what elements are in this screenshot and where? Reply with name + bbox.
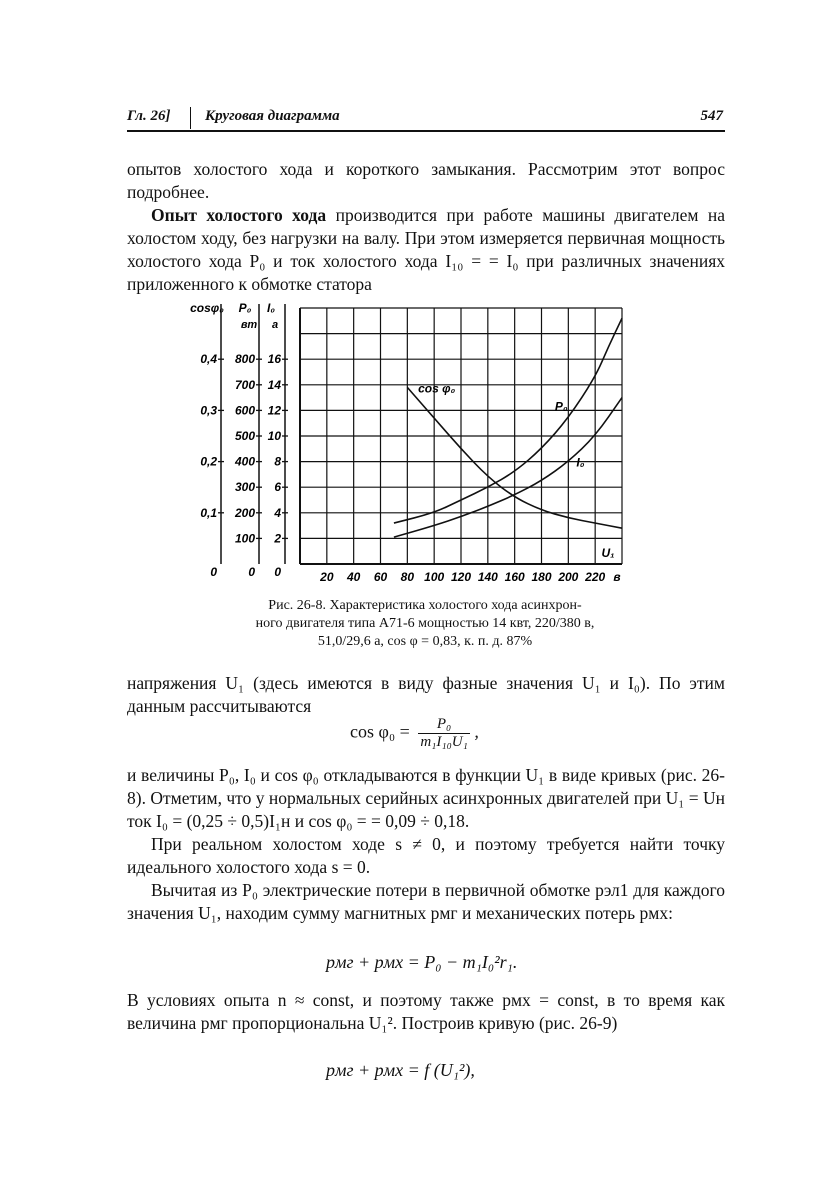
running-header	[127, 108, 723, 130]
series-label: cos φ₀	[418, 381, 456, 396]
scale-tick-label: 10	[267, 429, 281, 443]
scale-tick-label: 4	[274, 505, 281, 520]
header-divider	[190, 107, 191, 129]
x-unit-label: в	[613, 570, 621, 584]
scale-unit: вт	[240, 319, 258, 331]
body-text-lower	[127, 764, 725, 925]
scale-tick-label: 6	[274, 480, 281, 495]
scale-tick-label: 500	[234, 429, 255, 443]
scale-tick-label: 0,1	[200, 505, 217, 520]
scale-tick-label: 0,2	[200, 454, 217, 469]
scale-tick-label: 600	[234, 403, 255, 418]
chart-labels	[190, 301, 621, 584]
formula-tail: ,	[474, 721, 479, 742]
scale-tick-label: 200	[234, 505, 255, 520]
caption-line: Рис. 26-8. Характеристика холостого хода асинхрон-	[268, 598, 582, 613]
scale-unit: а	[271, 319, 279, 331]
fraction	[418, 716, 470, 751]
scale-tick-label: 100	[234, 531, 255, 546]
scale-tick-label: 800	[234, 352, 255, 367]
paragraph-6: Вычитая из P₀ электрические потери в первичной обмотке pэл1 для каждого значения U₁, находим сумму магнитных pмг и механических потерь pмх:	[127, 880, 725, 923]
formula-losses: pмг + pмх = P₀ − m₁I₀²r₁.	[326, 952, 518, 972]
x-tick-label: 160	[504, 570, 525, 584]
scale-tick-label: 0	[210, 565, 217, 579]
x-axis-label: U₁	[601, 546, 615, 560]
series-line	[394, 398, 622, 538]
paragraph-5: При реальном холостом ходе s ≠ 0, и поэтому требуется найти точку идеального холостого хода s = 0.	[127, 834, 725, 877]
scale-tick-label: 0	[248, 565, 255, 579]
no-load-characteristic-chart	[185, 296, 645, 596]
chapter-title: Круговая диаграмма	[205, 108, 340, 124]
scale-tick-label: 700	[234, 377, 255, 392]
scale-tick-label: 300	[234, 480, 255, 495]
scale-tick-label: 14	[267, 377, 281, 392]
chart-grid	[300, 308, 622, 564]
scale-label: P₀	[238, 301, 252, 315]
series-label: P₀	[554, 399, 568, 414]
chart-curves	[394, 318, 622, 537]
x-tick-label: 40	[346, 570, 361, 584]
scale-label: I₀	[266, 301, 276, 315]
formula-numerator: P₀	[418, 716, 470, 734]
scale-tick-label: 0	[274, 565, 281, 579]
paragraph-2-text: производится при работе машины двигателем на холостом ходу, без нагрузки на валу. При этом измеряется первичная мощность холостого хода P₀ и ток холостого хода I₁₀ = = I₀ при различных значениях приложенного к обмотке статора	[127, 205, 726, 294]
formula-denominator: m₁I₁₀U₁	[420, 734, 468, 750]
paragraph-7: В условиях опыта n ≈ const, и поэтому также pмх = const, в то время как величина pмг пропорциональна U₁². Построив кривую (рис. 26-9)	[127, 990, 725, 1033]
scale-tick-label: 12	[267, 403, 281, 418]
paragraph-3: напряжения U₁ (здесь имеются в виду фазные значения U₁ и I₀). По этим данным рассчитываются	[127, 673, 725, 716]
chapter-label: Гл. 26]	[127, 108, 171, 124]
x-tick-label: 200	[558, 570, 579, 584]
x-tick-label: 20	[320, 570, 334, 584]
bold-lead: Опыт холостого хода	[151, 205, 327, 225]
scale-label: cosφ₀	[190, 301, 224, 315]
paragraph-4: и величины P₀, I₀ и cos φ₀ откладываются в функции U₁ в виде кривых (рис. 26-8). Отметим, что у нормальных серийных асинхронных двигателей при U₁ = Uн ток I₀ = (0,25 ÷ 0,5)I₁н и cos φ₀ = = 0,09 ÷ 0,18.	[127, 765, 725, 831]
scale-tick-label: 2	[274, 531, 281, 546]
x-tick-label: 100	[424, 570, 445, 584]
formula-lhs: cos φ₀ =	[350, 721, 410, 742]
scale-tick-label: 8	[274, 454, 281, 469]
caption-line: ного двигателя типа А71-6 мощностью 14 квт, 220/380 в,	[255, 616, 595, 631]
paragraph-2	[127, 204, 725, 296]
formula-loss-curve: pмг + pмх = f (U₁²),	[326, 1060, 475, 1080]
scale-tick-label: 0,4	[200, 352, 217, 367]
x-tick-label: 180	[531, 570, 552, 584]
scale-tick-label: 400	[234, 454, 255, 469]
caption-line: 51,0/29,6 а, cos φ = 0,83, к. п. д. 87%	[317, 634, 533, 649]
page-number: 547	[700, 108, 723, 124]
scale-tick-label: 0,3	[200, 403, 217, 418]
series-label: I₀	[576, 455, 585, 470]
x-tick-label: 60	[373, 570, 388, 584]
x-tick-label: 140	[477, 570, 498, 584]
top-text	[127, 158, 725, 296]
header-rule	[127, 130, 725, 132]
figure-caption	[190, 597, 660, 651]
x-tick-label: 120	[450, 570, 472, 584]
formula-cos-phi	[350, 716, 479, 751]
x-tick-label: 220	[585, 570, 606, 584]
x-tick-label: 80	[400, 570, 415, 584]
paragraph-1: опытов холостого хода и короткого замыкания. Рассмотрим этот вопрос подробнее.	[127, 159, 725, 202]
scale-tick-label: 16	[267, 352, 281, 367]
